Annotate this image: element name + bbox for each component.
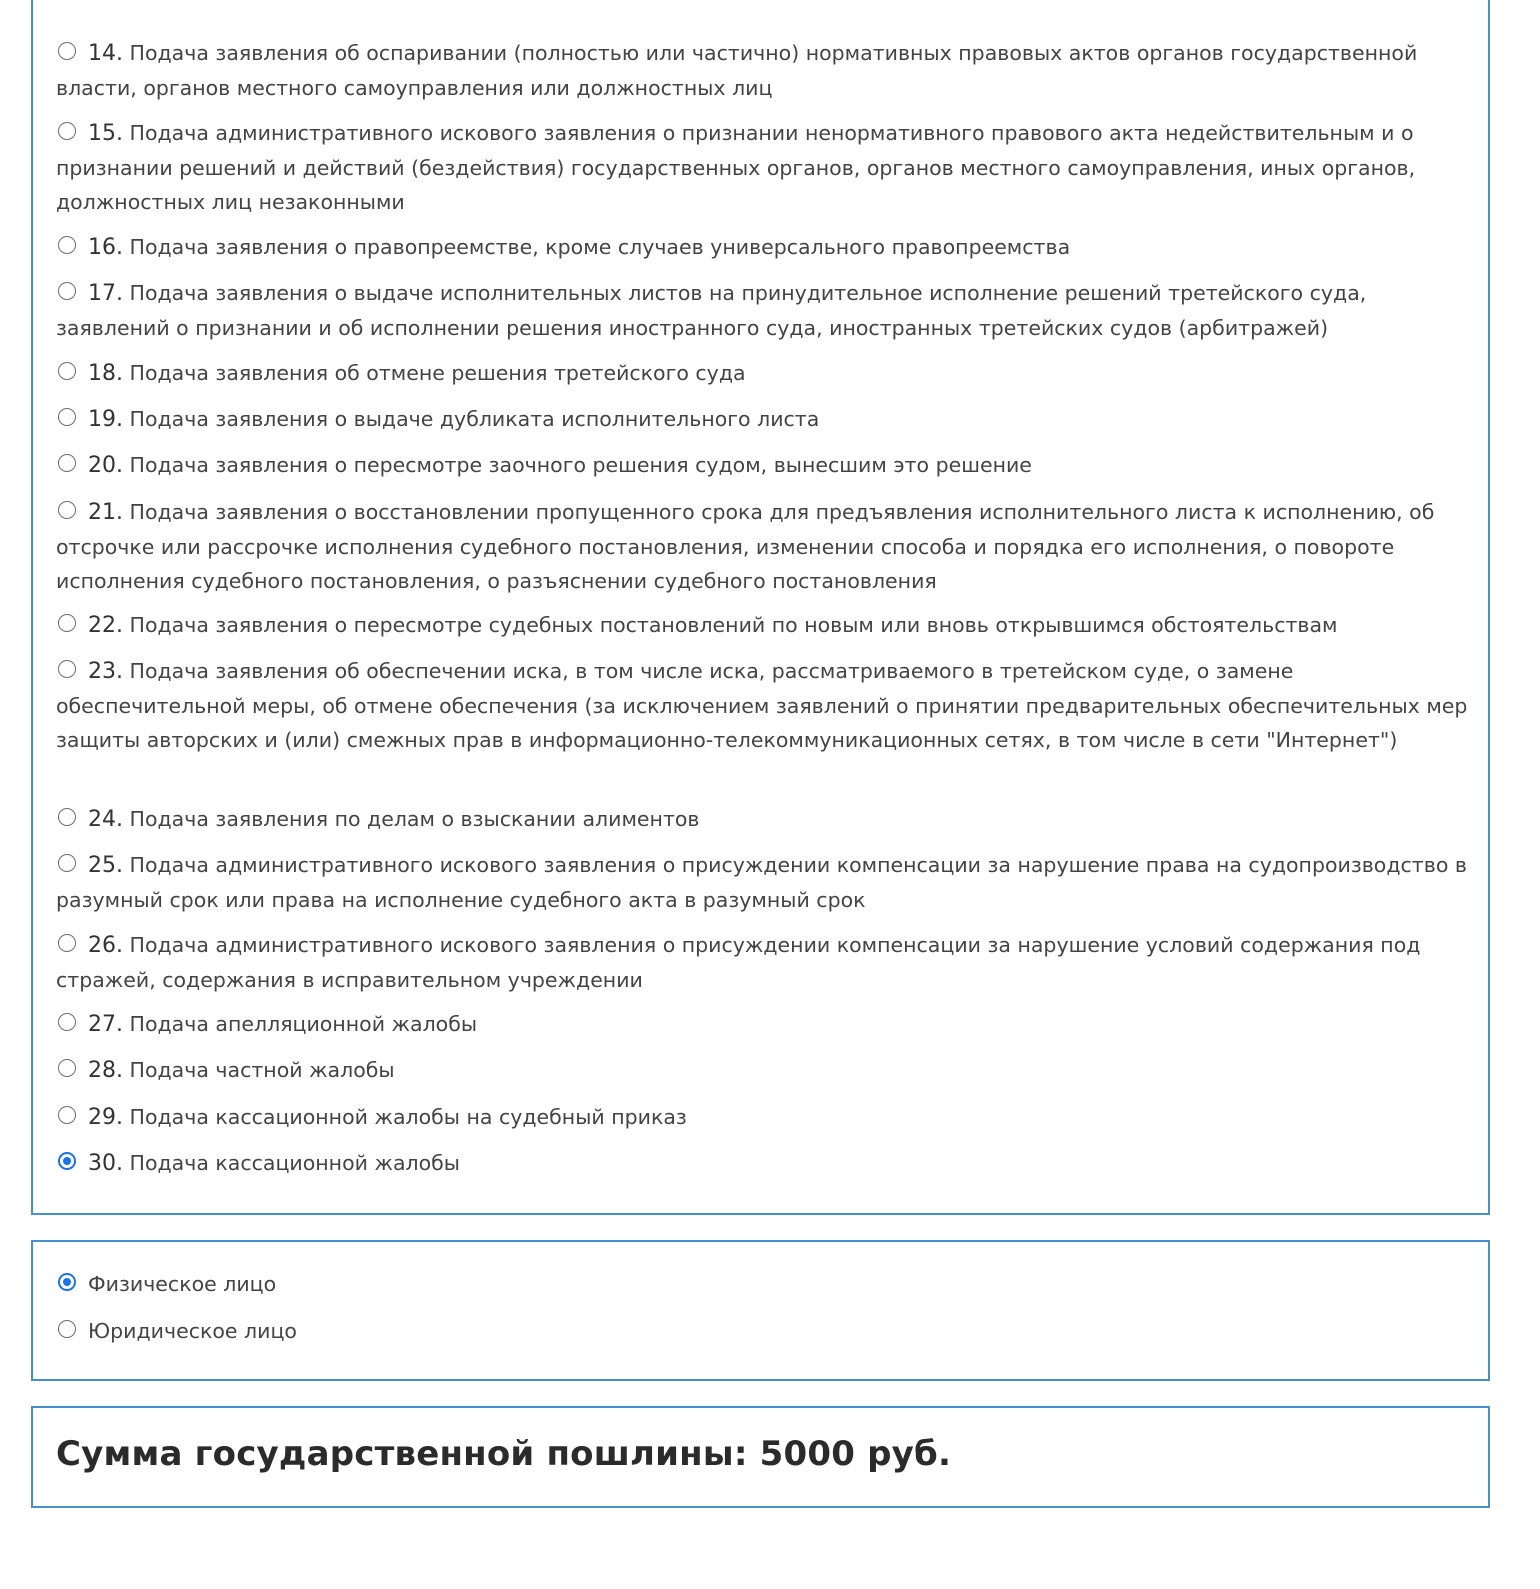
- option-number: 22.: [88, 613, 123, 638]
- operation-option-16[interactable]: [56, 230, 1476, 265]
- option-number: 29.: [88, 1105, 123, 1130]
- option-number: 15.: [88, 121, 123, 146]
- operation-option-19[interactable]: [56, 402, 1476, 437]
- fee-result-box: [31, 1406, 1490, 1508]
- operation-option-30[interactable]: [56, 1146, 1476, 1181]
- operation-type-group: [31, 0, 1490, 1215]
- option-number: 26.: [88, 933, 123, 958]
- radio-button[interactable]: [58, 1013, 76, 1031]
- option-label: Подача заявления об отмене решения третейского суда: [129, 361, 746, 385]
- operation-option-23[interactable]: [56, 654, 1476, 757]
- option-number: 27.: [88, 1012, 123, 1037]
- fee-sum-text: Сумма государственной пошлины: 5000 руб.: [56, 1434, 952, 1474]
- option-label: Подача административного искового заявления о признании ненормативного правового акта недействительным и о признании решений и действий (бездействия) государственных органов, органов местного самоуправления, иных органов, должностных лиц незаконными: [56, 121, 1416, 214]
- option-label: Подача административного искового заявления о присуждении компенсации за нарушение условий содержания под стражей, содержания в исправительном учреждении: [56, 933, 1421, 992]
- operation-option-14[interactable]: [56, 36, 1476, 105]
- operation-option-22[interactable]: [56, 608, 1476, 643]
- option-label: Подача заявления о выдаче дубликата исполнительного листа: [129, 407, 820, 431]
- option-number: 18.: [88, 361, 123, 386]
- option-number: 19.: [88, 407, 123, 432]
- person-type-group: [31, 1240, 1490, 1381]
- option-label: Подача заявления о пересмотре заочного решения судом, вынесшим это решение: [129, 453, 1032, 477]
- radio-button[interactable]: [58, 808, 76, 826]
- option-number: 20.: [88, 453, 123, 478]
- option-label: Подача частной жалобы: [129, 1058, 395, 1082]
- operation-option-25[interactable]: [56, 848, 1476, 917]
- operation-option-28[interactable]: [56, 1053, 1476, 1088]
- radio-button[interactable]: [58, 454, 76, 472]
- option-number: 21.: [88, 500, 123, 525]
- option-label: Юридическое лицо: [88, 1319, 297, 1343]
- option-number: 16.: [88, 235, 123, 260]
- radio-button[interactable]: [58, 854, 76, 872]
- option-number: 14.: [88, 41, 123, 66]
- person-option-individual[interactable]: [56, 1267, 1476, 1301]
- radio-button[interactable]: [58, 408, 76, 426]
- operation-option-18[interactable]: [56, 356, 1476, 391]
- radio-button[interactable]: [58, 614, 76, 632]
- option-number: 28.: [88, 1058, 123, 1083]
- radio-button[interactable]: [58, 122, 76, 140]
- operation-option-17[interactable]: [56, 276, 1476, 345]
- radio-button[interactable]: [58, 934, 76, 952]
- option-label: Подача заявления о восстановлении пропущенного срока для предъявления исполнительного листа к исполнению, об отсрочке или рассрочке исполнения судебного постановления, изменении способа и порядка его исполнения, о повороте исполнения судебного постановления, о разъяснении судебного постановления: [56, 500, 1435, 593]
- radio-button[interactable]: [58, 236, 76, 254]
- option-label: Физическое лицо: [88, 1272, 277, 1296]
- operation-option-27[interactable]: [56, 1007, 1476, 1042]
- option-label: Подача заявления об оспаривании (полностью или частично) нормативных правовых актов органов государственной власти, органов местного самоуправления или должностных лиц: [56, 41, 1418, 100]
- option-number: 17.: [88, 281, 123, 306]
- operation-option-24[interactable]: [56, 802, 1476, 837]
- radio-button-selected[interactable]: [58, 1273, 76, 1291]
- option-label: Подача заявления об обеспечении иска, в том числе иска, рассматриваемого в третейском суде, о замене обеспечительной меры, об отмене обеспечения (за исключением заявлений о принятии предварительных обеспечительных мер защиты авторских и (или) смежных прав в информационно-телекоммуникационных сетях, в том числе в сети "Интернет"): [56, 659, 1468, 752]
- radio-button-selected[interactable]: [58, 1152, 76, 1170]
- radio-button[interactable]: [58, 1059, 76, 1077]
- option-label: Подача заявления о пересмотре судебных постановлений по новым или вновь открывшимся обстоятельствам: [129, 613, 1338, 637]
- radio-button[interactable]: [58, 1320, 76, 1338]
- person-option-legal-entity[interactable]: [56, 1314, 1476, 1348]
- radio-button[interactable]: [58, 1106, 76, 1124]
- operation-option-21[interactable]: [56, 495, 1476, 598]
- radio-button[interactable]: [58, 501, 76, 519]
- option-label: Подача кассационной жалобы на судебный приказ: [129, 1105, 687, 1129]
- option-label: Подача административного искового заявления о присуждении компенсации за нарушение права на судопроизводство в разумный срок или права на исполнение судебного акта в разумный срок: [56, 853, 1467, 912]
- option-number: 24.: [88, 807, 123, 832]
- option-label: Подача кассационной жалобы: [129, 1151, 460, 1175]
- option-label: Подача заявления по делам о взыскании алиментов: [129, 807, 700, 831]
- option-label: Подача апелляционной жалобы: [129, 1012, 478, 1036]
- option-label: Подача заявления о выдаче исполнительных листов на принудительное исполнение решений третейского суда, заявлений о признании и об исполнении решения иностранного суда, иностранных третейских судов (арбитражей): [56, 281, 1367, 340]
- option-number: 30.: [88, 1151, 123, 1176]
- radio-button[interactable]: [58, 282, 76, 300]
- radio-button[interactable]: [58, 362, 76, 380]
- radio-button[interactable]: [58, 660, 76, 678]
- option-number: 23.: [88, 659, 123, 684]
- option-label: Подача заявления о правопреемстве, кроме случаев универсального правопреемства: [129, 235, 1071, 259]
- operation-option-20[interactable]: [56, 448, 1476, 483]
- operation-option-15[interactable]: [56, 116, 1476, 219]
- option-number: 25.: [88, 853, 123, 878]
- radio-button[interactable]: [58, 42, 76, 60]
- operation-option-26[interactable]: [56, 928, 1476, 997]
- operation-option-29[interactable]: [56, 1100, 1476, 1135]
